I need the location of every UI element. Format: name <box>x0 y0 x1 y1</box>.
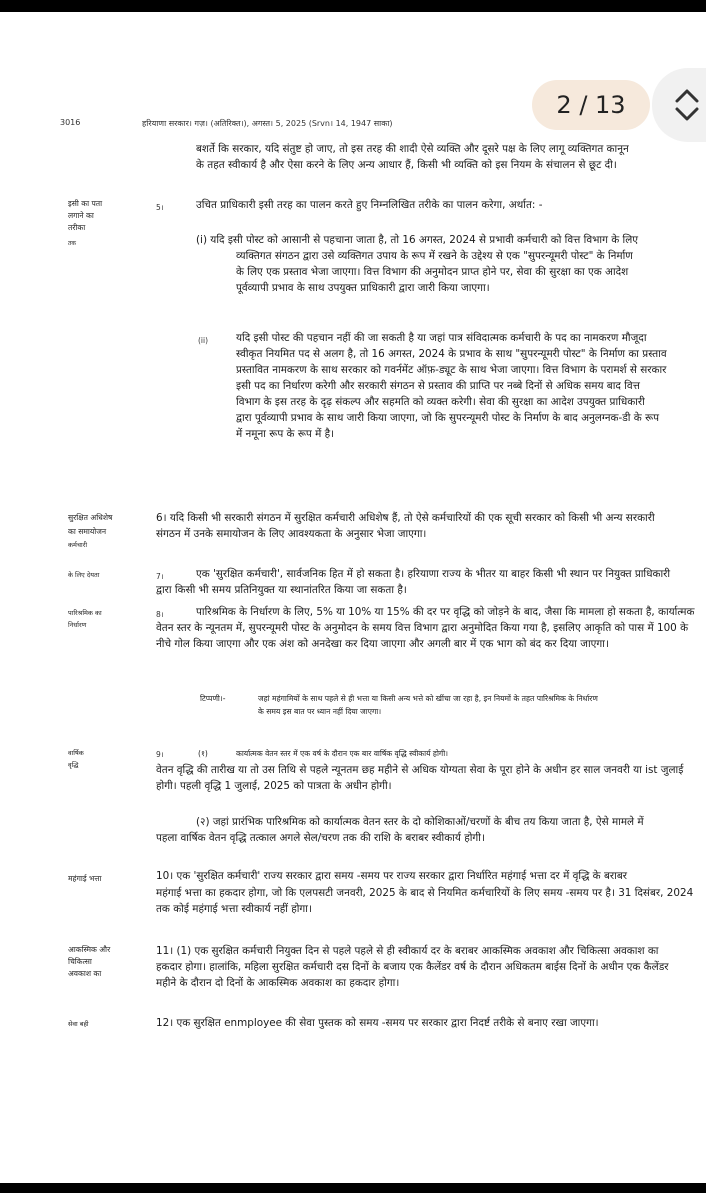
side-heading: का समायोजन <box>68 527 107 536</box>
side-heading: वार्षिक <box>68 749 84 757</box>
section-11-line: महीने के दौरान दो दिनों के आकस्मिक अवकाश का हकदार होगा। <box>156 977 400 989</box>
side-heading: लगाने का <box>68 211 94 220</box>
clause-ii-line: द्वारा पूर्वव्यापी प्रभाव के साथ जारी किया जाएगा, जो कि सुपरन्यूमरी पोस्ट के निर्माण के बाद अनुलग्नक-डी के रूप <box>236 412 660 424</box>
side-heading: तक <box>68 240 77 247</box>
section-8-line: वेतन स्तर के न्यूनतम में, सुपरन्यूमरी पोस्ट के अनुमोदन के समय वित्त विभाग द्वारा अनुमोदित किया गया है, इसलिए आकृति को पास में 100 के <box>156 622 689 634</box>
section-6-line: 6। यदि किसी भी सरकारी संगठन में सुरक्षित कर्मचारी अधिशेष हैं, तो ऐसे कर्मचारियों की एक सूची सरकार को किसी भी अन्य सरकारी <box>156 512 655 524</box>
section-6-line: संगठन में उनके समायोजन के लिए आवश्यकता के अनुसार भेजा जाएगा। <box>156 528 427 540</box>
side-heading: सुरक्षित अधिशेष <box>68 513 113 522</box>
side-heading: आकस्मिक और <box>68 945 111 954</box>
note-label: टिप्पणी।- <box>200 694 226 703</box>
clause-i-line: (i) यदि इसी पोस्ट को आसानी से पहचाना जाता है, तो 16 अगस्त, 2024 से प्रभावी कर्मचारी को वित्त विभाग के लिए <box>196 234 639 246</box>
side-heading: निर्धारण <box>68 621 87 629</box>
section-7-line: एक 'सुरक्षित कर्मचारी', सार्वजनिक हित में हो सकता है। हरियाणा राज्य के भीतर या बाहर किसी भी स्थान पर नियुक्त प्राधिकारी <box>196 568 671 580</box>
intro-line: के तहत स्वीकार्य है और ऐसा करने के लिए अन्य आधार हैं, किसी भी व्यक्ति को इस नियम के संचालन से छूट दी। <box>196 159 617 171</box>
section-11-line: 11। (1) एक सुरक्षित कर्मचारी नियुक्त दिन से पहले पहले से ही स्वीकार्य दर के बराबर आकस्मिक अवकाश और चिकित्सा अवकाश का <box>156 945 659 957</box>
note-line: के समय इस बात पर ध्यान नहीं दिया जाएगा। <box>258 707 382 716</box>
sub-clause-small-text: कार्यात्मक वेतन स्तर में एक वर्ष के दौरान एक बार वार्षिक वृद्धि स्वीकार्य होगी। <box>236 749 449 758</box>
chevron-up-icon[interactable] <box>674 88 700 104</box>
clause-ii-line: में नमूना रूप के रूप में है। <box>236 428 335 440</box>
gazette-header: हरियाणा सरकार। गज़। (अतिरिक्त।), अगस्त। 5, 2025 (Srvn। 14, 1947 साका) <box>142 119 393 128</box>
section-10-line: महंगाई भत्ता का हकदार होगा, जो कि एलपसटी जनवरी, 2025 के बाद से नियमित कर्मचारियों के लिए समय -समय पर है। 31 दिसंबर, 2024 <box>156 887 694 899</box>
clause-ii-line: प्रस्तावित नामकरण के साथ सरकार को गवर्नमेंट ऑफ़-ड्यूट के साथ भेजा जाएगा। वित्त विभाग के परामर्श से सरकार <box>236 364 667 376</box>
section-9-line: होगी। पहली वृद्धि 1 जुलाई, 2025 को पात्रता के अधीन होगी। <box>156 780 392 792</box>
clause-ii-line: विभाग के इस तरह के दृढ़ संकल्प और सहमति को व्यक्त करेगी। सेवा की सुरक्षा का आदेश उपयुक्त प्राधिकारी <box>236 396 645 408</box>
side-heading: इसी का पता <box>68 199 103 208</box>
section-10-line: तक कोई महंगाई भत्ता स्वीकार्य नहीं होगा। <box>156 903 312 915</box>
side-heading: कर्मचारी <box>68 541 88 549</box>
section-9-line: (२) जहां प्रारंभिक पारिश्रमिक को कार्यात्मक वेतन स्तर के दो कोशिकाओं/चरणों के बीच तय किया जाता है, ऐसे मामले में <box>196 816 644 828</box>
clause-i-line: पूर्वव्यापी प्रभाव के साथ उपयुक्त प्राधिकारी द्वारा जारी किया जाएगा। <box>236 282 490 294</box>
chevron-down-icon[interactable] <box>674 106 700 122</box>
clause-ii-line: इसी पद का निर्धारण करेगी और सरकारी संगठन से प्रस्ताव की प्राप्ति पर नब्बे दिनों से अधिक समय बाद वित्त <box>236 380 640 392</box>
page-nav-control[interactable] <box>652 68 706 142</box>
section-12-line: 12। एक सुरक्षित enmployee की सेवा पुस्तक को समय -समय पर सरकार द्वारा निदर्ष्ट तरीके से बनाए रखा जाएगा। <box>156 1017 599 1029</box>
side-heading: अवकाश का <box>68 969 102 978</box>
clause-ii-line: यदि इसी पोस्ट की पहचान नहीं की जा सकती है या जहां पात्र संविदात्मक कर्मचारी के पद का नामकरण मौजूदा <box>236 332 647 344</box>
section-10-line: 10। एक 'सुरक्षित कर्मचारी' राज्य सरकार द्वारा समय -समय पर राज्य सरकार द्वारा निर्धारित महंगाई भत्ता दर में वृद्धि के बराबर <box>156 870 628 882</box>
side-heading: चिकित्सा <box>68 957 92 966</box>
side-heading: वृद्धि <box>68 761 79 769</box>
page-number: 3016 <box>60 118 81 127</box>
section-8-line: पारिश्रमिक के निर्धारण के लिए, 5% या 10% या 15% की दर पर वृद्धि को जोड़ने के बाद, जैसा कि मामला हो सकता है, कार्यात्मक <box>196 606 695 618</box>
section-number: 7। <box>156 572 164 581</box>
clause-ii-line: स्वीकृत नियमित पद से अलग है, तो 16 अगस्त, 2024 के प्रभाव के साथ "सुपरन्यूमरी पोस्ट" के निर्माण का प्रस्ताव <box>236 348 667 360</box>
clause-i-line: के लिए एक प्रस्ताव भेजा जाएगा। वित्त विभाग की अनुमोदन प्राप्त होने पर, सेवा की सुरक्षा का एक आदेश <box>236 266 629 278</box>
section-number: 8। <box>156 610 164 619</box>
section-number: 5। <box>156 203 164 212</box>
clause-ii-label: (ii) <box>198 336 209 345</box>
section-7-line: द्वारा किसी भी समय प्रतिनियुक्त या स्थानांतरित किया जा सकता है। <box>156 584 407 596</box>
section-11-line: हकदार होगा। हालांकि, महिला सुरक्षित कर्मचारी दस दिनों के बजाय एक कैलेंडर वर्ष के दौरान अधिकतम बाईस दिनों के अधीन एक कैलेंडर <box>156 961 669 973</box>
side-heading: सेवा बही <box>68 1020 89 1028</box>
section-8-line: नीचे गोल किया जाएगा और एक अंश को अनदेखा कर दिया जाएगा और अगली बार में एक भाग को बंद कर दिया जाएगा। <box>156 638 609 650</box>
top-status-bar <box>0 0 706 12</box>
side-heading: तरीका <box>68 223 86 232</box>
section-number: 9। <box>156 750 164 759</box>
clause-i-line: व्यक्तिगत संगठन द्वारा उसे व्यक्तिगत उपाय के रूप में रखने के उद्देश्य से एक "सुपरन्यूमरी पोस्ट" के निर्माण <box>236 250 633 262</box>
side-heading: के लिए देयता <box>68 571 100 579</box>
section-9-line: पहला वार्षिक वेतन वृद्धि तत्काल अगले सेल/चरण तक की राशि के बराबर स्वीकार्य होगी। <box>156 832 485 844</box>
side-heading: महंगाई भत्ता <box>68 874 102 883</box>
bottom-nav-bar <box>0 1183 706 1193</box>
note-line: जहां महंगामियों के साथ पहले से ही भत्ता या किसी अन्य भत्ते को खींचा जा रहा है, इन नियमों के तहत पारिश्रमिक के निर्धारण <box>258 694 598 703</box>
side-heading: पारिश्रमिक का <box>68 609 102 617</box>
section-5-lead: उचित प्राधिकारी इसी तरह का पालन करते हुए निम्नलिखित तरीके का पालन करेगा, अर्थात: - <box>196 199 543 211</box>
section-9-line: वेतन वृद्धि की तारीख या तो उस तिथि से पहले न्यूनतम छह महीने से अधिक योग्यता सेवा के पूरा होने के अधीन हर साल जनवरी या ist जुलाई <box>156 764 684 776</box>
sub-clause-label: (१) <box>198 749 208 758</box>
intro-line: बशर्ते कि सरकार, यदि संतुष्ट हो जाए, तो इस तरह की शादी ऐसे व्यक्ति और दूसरे पक्ष के लिए लागू व्यक्तिगत कानून <box>196 143 629 155</box>
page-indicator: 2 / 13 <box>532 80 650 130</box>
